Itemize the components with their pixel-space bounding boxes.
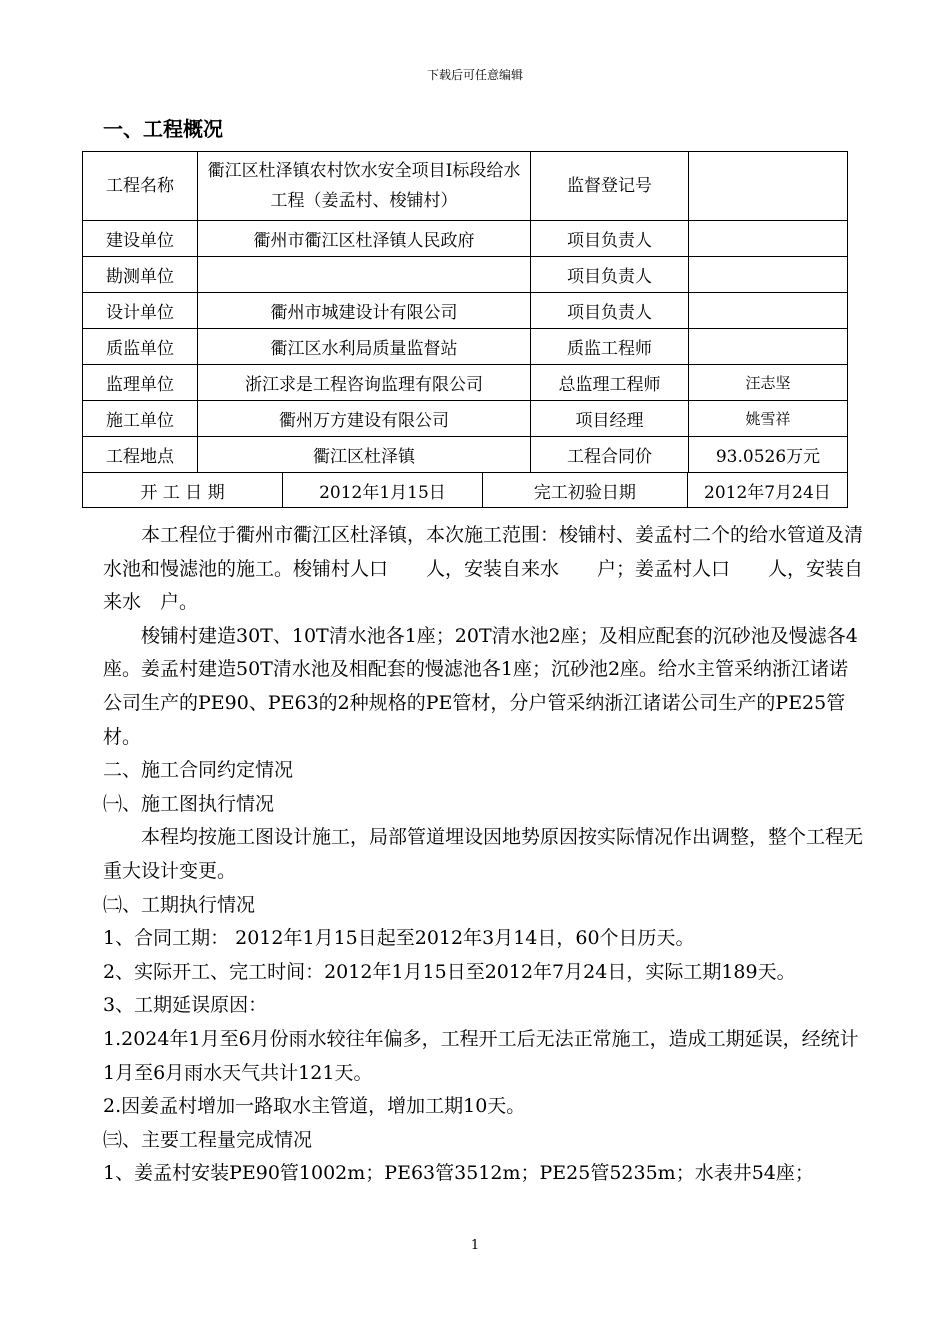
paragraph: 梭铺村建造30T、10T清水池各1座；20T清水池2座；及相应配套的沉砂池及慢滤各4座。姜孟村建造50T清水池及相配套的慢滤池各1座；沉砂池2座。给水主管采纳浙江诸诺公司生产的PE90、PE63的2种规格的PE管材，分户管采纳浙江诸诺公司生产的PE25管材。	[103, 624, 858, 748]
field-label: 工程地点	[83, 437, 198, 473]
list-item: 2、实际开工、完工时间：2012年1月15日至2012年7月24日，实际工期189天。	[103, 960, 796, 983]
field-value: 衢州市衢江区杜泽镇人民政府	[198, 221, 531, 257]
table-row	[83, 293, 848, 329]
field-value	[689, 293, 848, 329]
section-heading: 二、施工合同约定情况	[103, 759, 294, 782]
field-label: 质监单位	[83, 329, 198, 365]
table-row	[83, 329, 848, 365]
field-label: 施工单位	[83, 401, 198, 437]
field-value: 衢江区杜泽镇农村饮水安全项目Ⅰ标段给水工程（姜孟村、梭铺村）	[198, 152, 531, 221]
field-label: 工程名称	[83, 152, 198, 221]
header-note: 下载后可任意编辑	[426, 68, 523, 82]
field-label: 建设单位	[83, 221, 198, 257]
field-value: 衢州市城建设计有限公司	[198, 293, 531, 329]
field-value: 汪志坚	[689, 365, 848, 401]
field-value	[689, 329, 848, 365]
field-label: 质监工程师	[531, 329, 689, 365]
field-value: 姚雪祥	[689, 401, 848, 437]
field-value	[198, 257, 531, 293]
table-row	[83, 401, 848, 437]
field-value	[689, 221, 848, 257]
page-number: 1	[470, 1238, 480, 1253]
section-title: 一、工程概况	[103, 117, 223, 141]
field-label: 项目经理	[531, 401, 689, 437]
table-row	[83, 221, 848, 257]
subsection-heading: ㈡、工期执行情况	[103, 893, 256, 916]
paragraph: 本程均按施工图设计施工，局部管道埋设因地势原因按实际情况作出调整，整个工程无重大设计变更。	[103, 826, 864, 882]
paragraph: 本工程位于衢州市衢江区杜泽镇，本次施工范围：梭铺村、姜孟村二个的给水管道及清水池和慢滤池的施工。梭铺村人口 人，安装自来水 户；姜孟村人口 人，安装自来水 户。	[103, 524, 864, 614]
list-item: 1、合同工期： 2012年1月15日起至2012年3月14日，60个日历天。	[103, 927, 695, 950]
table-row	[83, 437, 848, 473]
field-value	[689, 152, 848, 221]
table-row	[83, 152, 848, 221]
field-label: 项目负责人	[531, 293, 689, 329]
field-label: 设计单位	[83, 293, 198, 329]
field-label: 总监理工程师	[531, 365, 689, 401]
field-label: 开 工 日 期	[83, 473, 283, 507]
table-row	[83, 257, 848, 293]
list-item: 1.2024年1月至6月份雨水较往年偏多，工程开工后无法正常施工，造成工期延误，经统计1月至6月雨水天气共计121天。	[103, 1027, 859, 1084]
project-info-table	[82, 151, 848, 508]
field-value: 衢江区水利局质量监督站	[198, 329, 531, 365]
field-value: 2012年7月24日	[704, 482, 831, 503]
field-label: 工程合同价	[531, 437, 689, 473]
table-row	[83, 365, 848, 401]
list-item: 2.因姜孟村增加一路取水主管道，增加工期10天。	[103, 1095, 526, 1118]
field-value: 93.0526万元	[689, 437, 848, 473]
list-item: 1、姜孟村安装PE90管1002m；PE63管3512m；PE25管5235m；水表井54座；	[103, 1162, 814, 1185]
field-value: 衢江区杜泽镇	[198, 437, 531, 473]
field-label: 监督登记号	[531, 152, 689, 221]
subsection-heading: ㈠、施工图执行情况	[103, 792, 275, 815]
field-label: 完工初验日期	[483, 473, 688, 507]
body-text	[103, 519, 863, 1191]
table-row	[83, 473, 848, 508]
field-label: 项目负责人	[531, 257, 689, 293]
field-label: 项目负责人	[531, 221, 689, 257]
field-label: 监理单位	[83, 365, 198, 401]
subsection-heading: ㈢、主要工程量完成情况	[103, 1128, 313, 1151]
field-value: 衢州万方建设有限公司	[198, 401, 531, 437]
field-value: 浙江求是工程咨询监理有限公司	[198, 365, 531, 401]
field-value	[689, 257, 848, 293]
field-value: 2012年1月15日	[283, 473, 483, 507]
list-item: 3、工期延误原因：	[103, 994, 268, 1017]
date-row	[83, 473, 848, 508]
field-label: 勘测单位	[83, 257, 198, 293]
